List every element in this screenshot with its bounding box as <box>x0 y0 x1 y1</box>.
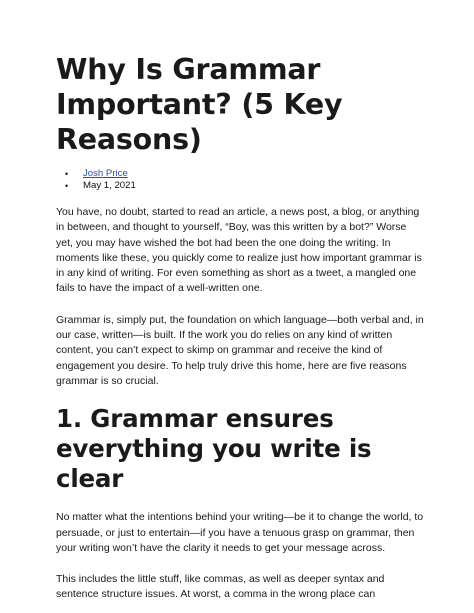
article-meta-list <box>56 168 426 192</box>
bullet-icon: • <box>65 169 69 179</box>
intro-paragraph: Grammar is, simply put, the foundation on which language—both verbal and, in our case, written—is built. If the work you do relies on any kind of written content, you can’t expect to skimp on grammar and receive the kind of engagement you desire. To help truly drive this home, here are five reasons grammar is so crucial. <box>56 313 424 387</box>
author-link[interactable]: Josh Price <box>83 168 128 179</box>
section-paragraph: This includes the little stuff, like commas, as well as deeper syntax and sentence structure issues. At worst, a comma in the wrong place can <box>56 573 385 601</box>
author-item <box>56 168 426 180</box>
date-item <box>56 180 426 192</box>
intro-paragraph: You have, no doubt, started to read an article, a news post, a blog, or anything in between, and thought to yourself, “Boy, was this written by a bot?” Worse yet, you may have wished the bot had been the one doing the writing. In moments like these, you quickly come to realize just how important grammar is in any kind of writing. For even something as short as a tweet, a mangled one fails to have the impact of a well-written one. <box>56 206 422 295</box>
publish-date: May 1, 2021 <box>83 180 136 191</box>
article-body <box>56 52 426 603</box>
article-title: Why Is Grammar Important? (5 Key Reasons) <box>56 53 343 156</box>
section-paragraph: No matter what the intentions behind your writing—be it to change the world, to persuade, or just to entertain—if you have a tenuous grasp on grammar, then your writing won’t have the clarity it needs to get your message across. <box>56 511 424 554</box>
section-heading: 1. Grammar ensures everything you write is clear <box>56 404 372 494</box>
bullet-icon: • <box>65 181 69 191</box>
